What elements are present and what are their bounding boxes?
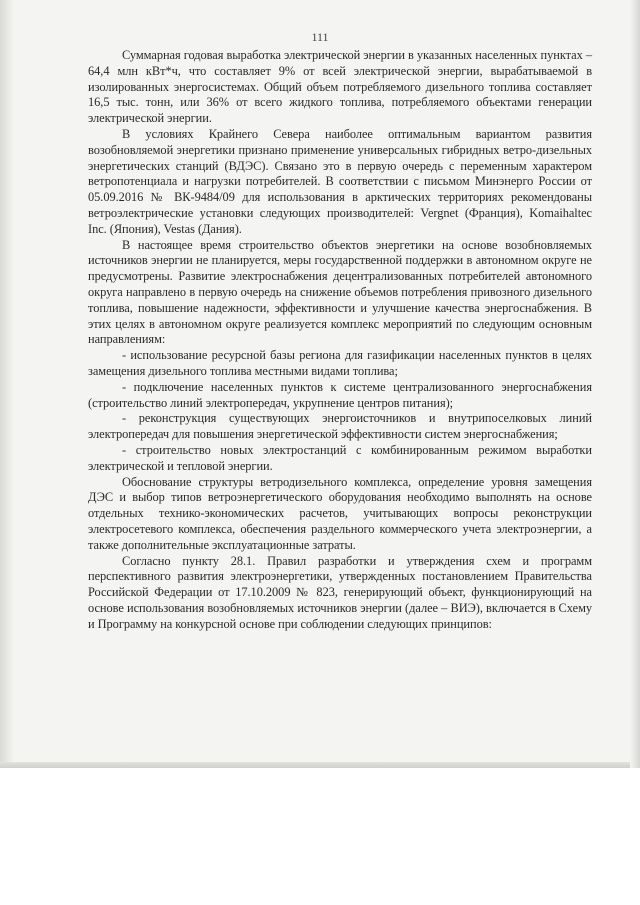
document-body xyxy=(88,48,592,632)
paragraph-wind-diesel-justification: Обоснование структуры ветродизельного комплекса, определение уровня замещения ДЭС и выбор типов ветроэнергетического оборудования необходимо выполнять на основе отдельных технико-экономических расчетов, учитывающих вопросы реконструкции электросетевого комплекса, обеспечения раздельного коммерческого учета электроэнергии, а также дополнительные эксплуатационные затраты. xyxy=(88,474,592,552)
page-bottom-edge xyxy=(0,762,640,768)
paragraph-generation-summary: Суммарная годовая выработка электрической энергии в указанных населенных пунктах – 64,4 млн кВт*ч, что составляет 9% от всей электрической энергии, вырабатываемой в изолированных энергосистемах. Общий объем потребляемого дизельного топлива составляет 16,5 тыс. тонн, или 36% от всего жидкого топлива, потребляемого объектами генерации электрической энергии. xyxy=(88,48,592,126)
list-item-new-plants: - строительство новых электростанций с комбинированным режимом выработки электрической и тепловой энергии. xyxy=(88,442,592,473)
list-item-reconstruction: - реконструкция существующих энергоисточников и внутрипоселковых линий электропередач для повышения энергетической эффективности систем энергоснабжения; xyxy=(88,411,592,442)
paragraph-hybrid-stations: В условиях Крайнего Севера наиболее оптимальным вариантом развития возобновляемой энергетики признано применение универсальных гибридных ветро-дизельных энергетических станций (ВДЭС). Связано это в первую очередь с переменным характером ветропотенциала и нагрузки потребителей. В соответствии с письмом Минэнерго России от 05.09.2016 № ВК-9484/09 для использования в арктических территориях рекомендованы ветроэлектрические установки следующих производителей: Vergnet (Франция), Komaihaltec Inc. (Япония), Vestas (Дания). xyxy=(88,126,592,236)
paragraph-current-status: В настоящее время строительство объектов энергетики на основе возобновляемых источников энергии не планируется, меры государственной поддержки в автономном округе не предусмотрены. Развитие электроснабжения децентрализованных потребителей автономного округа направлено в первую очередь на снижение объемов потребления привозного дизельного топлива, повышение надежности, эффективности и улучшение качества энергоснабжения. В этих целях в автономном округе реализуется комплекс мероприятий по следующим основным направлениям: xyxy=(88,237,592,347)
page-number: 111 xyxy=(311,30,329,44)
paragraph-rules-28-1: Согласно пункту 28.1. Правил разработки и утверждения схем и программ перспективного развития электроэнергетики, утвержденных постановлением Правительства Российской Федерации от 17.10.2009 № 823, генерирующий объект, функционирующий на основе использования возобновляемых источников энергии (далее – ВИЭ), включается в Схему и Программу на конкурсной основе при соблюдении следующих принципов: xyxy=(88,553,592,631)
list-item-grid-connection: - подключение населенных пунктов к системе централизованного энергоснабжения (строительство линий электропередач, укрупнение центров питания); xyxy=(88,379,592,410)
list-item-gasification: - использование ресурсной базы региона для газификации населенных пунктов в целях замещения дизельного топлива местными видами топлива; xyxy=(88,348,592,378)
